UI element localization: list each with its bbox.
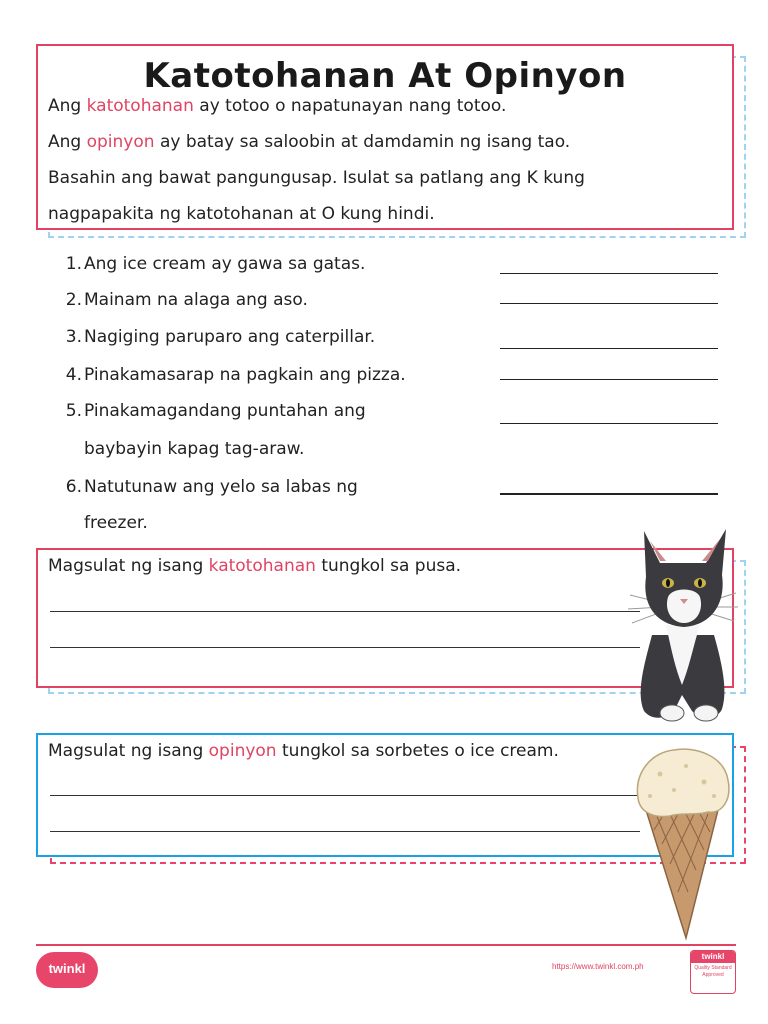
header-box bbox=[36, 44, 734, 230]
fact-task-prompt: Magsulat ng isang katotohanan tungkol sa pusa. bbox=[48, 556, 462, 576]
footer-url-link[interactable]: https://www.twinkl.com.ph bbox=[552, 962, 644, 971]
answer-blank[interactable] bbox=[500, 379, 718, 380]
highlight-opinyon: opinyon bbox=[208, 741, 277, 761]
twinkl-logo[interactable]: twinkl bbox=[36, 952, 98, 988]
page-title: Katotohanan At Opinyon bbox=[143, 56, 627, 96]
opinion-writing-line[interactable] bbox=[50, 795, 640, 796]
answer-blank[interactable] bbox=[500, 273, 718, 274]
quality-badge-icon bbox=[690, 950, 736, 994]
footer-divider bbox=[36, 944, 736, 946]
intro-fact-definition: Ang katotohanan ay totoo o napatunayan nang totoo. bbox=[48, 96, 507, 116]
answer-blank[interactable] bbox=[500, 348, 718, 349]
badge-caption: Quality Standard Approved bbox=[694, 965, 732, 978]
cat-illustration bbox=[622, 525, 744, 725]
highlight-katotohanan: katotohanan bbox=[208, 556, 316, 576]
opinion-writing-line[interactable] bbox=[50, 831, 640, 832]
fact-writing-line[interactable] bbox=[50, 647, 640, 648]
instruction-line-2: nagpapakita ng katotohanan at O kung hindi. bbox=[48, 204, 435, 224]
answer-blank[interactable] bbox=[500, 303, 718, 304]
answer-blank[interactable] bbox=[500, 493, 718, 495]
instruction-line-1: Basahin ang bawat pangungusap. Isulat sa patlang ang K kung bbox=[48, 168, 585, 188]
fact-writing-line[interactable] bbox=[50, 611, 640, 612]
badge-brand: twinkl bbox=[691, 951, 735, 963]
ice-cream-cone-illustration bbox=[630, 742, 734, 942]
intro-opinion-definition: Ang opinyon ay batay sa saloobin at damdamin ng isang tao. bbox=[48, 132, 571, 152]
highlight-opinyon: opinyon bbox=[86, 132, 155, 152]
answer-blank[interactable] bbox=[500, 423, 718, 424]
opinion-task-prompt: Magsulat ng isang opinyon tungkol sa sorbetes o ice cream. bbox=[48, 741, 559, 761]
highlight-katotohanan: katotohanan bbox=[86, 96, 194, 116]
